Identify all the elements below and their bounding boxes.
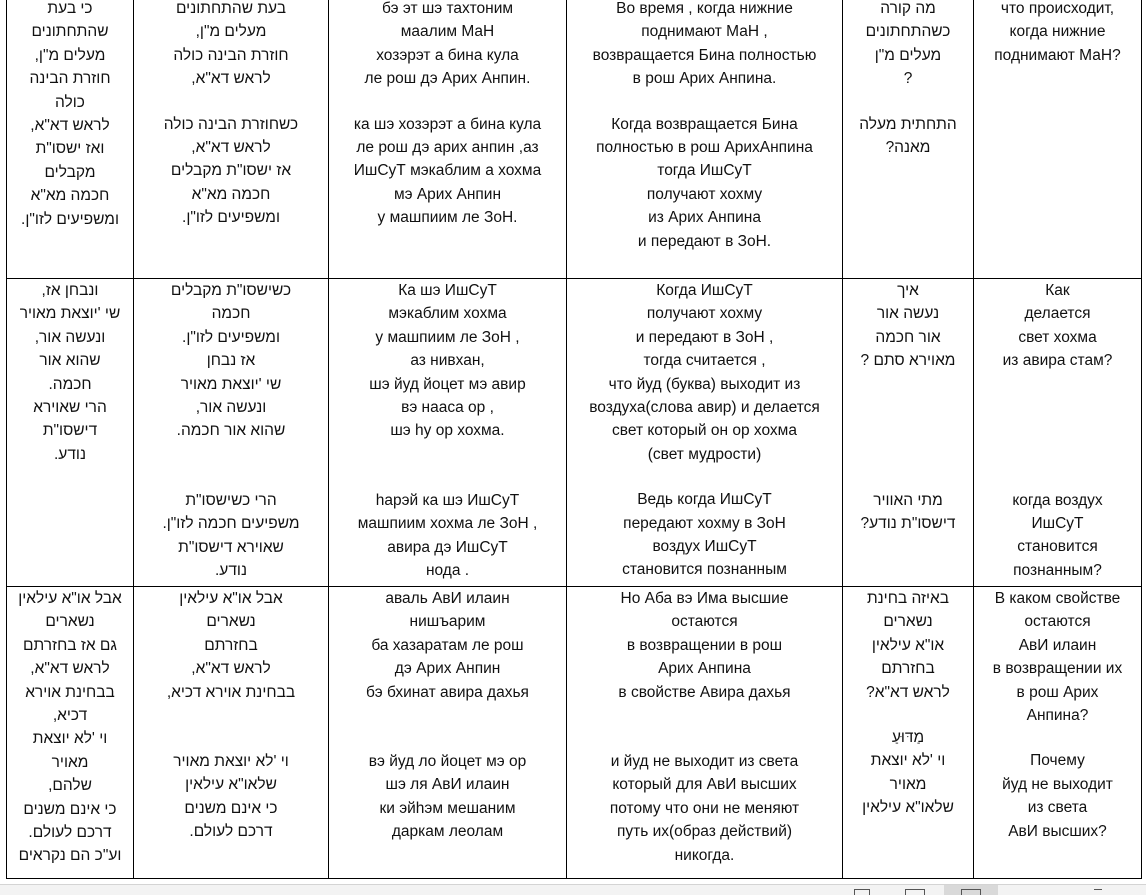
russian-translation-cell: [567, 587, 843, 879]
hebrew-split-text: כשישסו"ת מקבלים חכמה ומשפיעים לזו"ן. אז נבחן שי 'יוצאת מאויר ונעשה אור, שהוא אור חכמה.: [170, 282, 292, 440]
hebrew-question-cell: [843, 587, 974, 879]
read-mode-icon[interactable]: [854, 889, 870, 895]
hebrew-question-text: התחתית מעלה מאנה?: [859, 115, 957, 157]
russian-translation-cell: [567, 279, 843, 587]
hebrew-question-text: מתי האוויר דישסו"ת נודע?: [860, 491, 956, 533]
hebrew-source-text: ונבחן אז, שי 'יוצאת מאויר ונעשה אור, שהוא אור חכמה. הרי שאוירא דישסו"ת נודע.: [19, 282, 121, 463]
table-row: [7, 0, 1142, 279]
transliteration-text: ка шэ хозэрэт а бина кула ле рош дэ арих анпин ,аз ИшСуТ мэкаблим а хохма мэ Арих Анпин у машпиим ле ЗоН.: [353, 115, 542, 227]
russian-translation-text: Во время , когда нижние поднимают МаН , возвращается Бина полностью в рош Арих Анпина.: [592, 0, 817, 88]
zoom-out-icon[interactable]: [1094, 889, 1102, 895]
russian-translation-text: и йуд не выходит из света который для АвИ высших потому что они не меняют путь их(образ действий) никогда.: [609, 753, 800, 864]
hebrew-source-text: כי בעת שהתחתונים מעלים מ"ן, חוזרת הבינה כולה לראש דא"א, ואז ישסו"ת מקבלים חכמה מא"א ומשפיעים לזו"ן.: [21, 0, 119, 228]
hebrew-question-cell: [843, 0, 974, 279]
hebrew-question-cell: [843, 279, 974, 587]
print-layout-button[interactable]: [944, 885, 998, 895]
transliteration-text: аваль АвИ илаин нишъарим ба хазаратам ле рош дэ Арих Анпин бэ бхинат авира дахья: [366, 590, 529, 701]
russian-translation-text: Ведь когда ИшСуТ передают хохму в ЗоН воздух ИшСуТ становится познанным: [622, 491, 787, 579]
hebrew-source-text: אבל או"א עילאין נשארים גם אז בחזרתם לראש דא"א, בבחינת אוירא דכיא, וי 'לא יוצאת מאויר שלהם, כי אינם משנים דרכם לעולם. וע"כ הם נקראים: [18, 590, 122, 865]
russian-question-text: Как делается свет хохма из авира стам?: [1002, 282, 1113, 370]
russian-translation-text: Когда ИшСуТ получают хохму и передают в ЗоН , тогда считается , что йуд (буква) выходит из воздуха(слова авир) и делается свет который он ор хохма (свет мудрости): [589, 282, 820, 463]
table-row: [7, 279, 1142, 587]
transliteration-text: hарэй ка шэ ИшСуТ машпиим хохма ле ЗоН , авира дэ ИшСуТ нода .: [357, 491, 538, 580]
translation-table: [6, 0, 1142, 879]
transliteration-text: Ка шэ ИшСуТ мэкаблим хохма у машпиим ле ЗоН , аз нивхан, шэ йуд йоцет мэ авир вэ нааса ор , шэ hу ор хохма.: [369, 282, 526, 440]
russian-question-cell: [974, 279, 1142, 587]
hebrew-source-cell: [7, 279, 134, 587]
russian-question-text: когда воздух ИшСуТ становится познанным?: [1012, 491, 1103, 579]
hebrew-question-text: מַדּוּעַ וי 'לא יוצאת מאויר שלאו"א עילאין: [862, 729, 954, 817]
russian-question-cell: [974, 0, 1142, 279]
hebrew-split-cell: [134, 587, 329, 879]
hebrew-source-cell: [7, 0, 134, 279]
table-row: [7, 587, 1142, 879]
russian-translation-text: Когда возвращается Бина полностью в рош АрихАнпина тогда ИшСуТ получают хохму из Арих Анпина и передают в ЗоН.: [596, 115, 813, 250]
russian-translation-cell: [567, 0, 843, 279]
russian-question-text: что происходит, когда нижние поднимают МаН?: [994, 0, 1121, 64]
hebrew-split-text: בעת שהתחתונים מעלים מ"ן, חוזרת הבינה כולה לראש דא"א,: [173, 0, 289, 88]
transliteration-cell: [329, 587, 567, 879]
web-layout-icon[interactable]: [905, 889, 925, 895]
transliteration-text: бэ эт шэ тахтоним маалим МаН хозэрэт а бина кула ле рош дэ Арих Анпин.: [364, 0, 531, 88]
status-bar: [0, 884, 1146, 895]
hebrew-question-text: מה קורה כשהתחתונים מעלים מ"ן ?: [865, 0, 951, 88]
russian-question-text: Почему йуд не выходит из света АвИ высших?: [1002, 752, 1113, 840]
transliteration-cell: [329, 0, 567, 279]
hebrew-split-text: וי 'לא יוצאת מאויר שלאו"א עילאין כי אינם משנים דרכם לעולם.: [173, 753, 289, 841]
transliteration-text: вэ йуд ло йоцет мэ ор шэ ля АвИ илаин ки эйhэм мешаним даркам леолам: [368, 753, 527, 841]
print-layout-icon: [961, 889, 981, 895]
russian-question-text: В каком свойстве остаются АвИ илаин в возвращении их в рош Арих Анпина?: [992, 590, 1123, 725]
hebrew-split-text: אבל או"א עילאין נשארים בחזרתם לראש דא"א, בבחינת אוירא דכיא,: [166, 590, 296, 701]
transliteration-cell: [329, 279, 567, 587]
hebrew-question-text: איך נעשה אור אור חכמה מאוירא סתם ?: [860, 282, 956, 370]
russian-translation-text: Но Аба вэ Има высшие остаются в возвращении в рош Арих Анпина в свойстве Авира дахья: [618, 590, 791, 701]
hebrew-source-cell: [7, 587, 134, 879]
hebrew-split-cell: [134, 279, 329, 587]
hebrew-split-text: הרי כשישסו"ת משפיעים חכמה לזו"ן. שאוירא דישסו"ת נודע.: [162, 491, 300, 580]
hebrew-split-cell: [134, 0, 329, 279]
russian-question-cell: [974, 587, 1142, 879]
hebrew-question-text: באיזה בחינת נשארים או"א עילאין בחזרתם לראש דא"א?: [866, 590, 950, 701]
hebrew-split-text: כשחוזרת הבינה כולה לראש דא"א, אז ישסו"ת מקבלים חכמה מא"א ומשפיעים לזו"ן.: [163, 115, 299, 227]
